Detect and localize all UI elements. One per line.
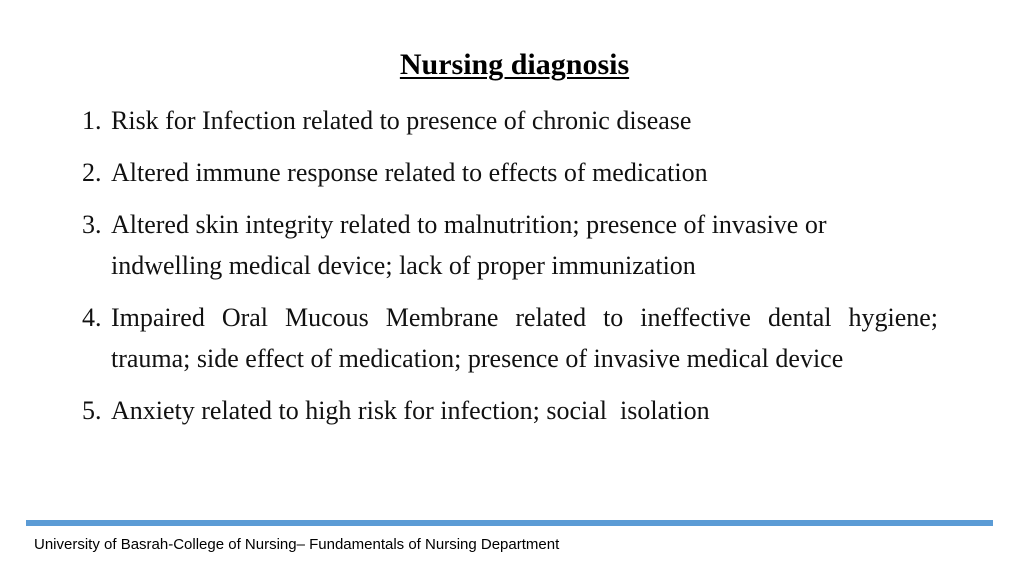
item-number: 3. [82,210,102,239]
list-item [82,152,938,193]
item-text: Altered skin integrity related to malnutrition; presence of invasive or indwelling medical device; lack of proper immunization [111,210,827,280]
item-number: 4. [82,303,102,332]
item-number: 1. [82,106,102,135]
title-text: Nursing diagnosis [399,48,630,81]
item-number: 5. [82,396,102,425]
list-item [82,100,938,141]
list-item [82,297,938,379]
footer-text: University of Basrah-College of Nursing– Fundamentals of Nursing Department [34,536,560,553]
item-text: Anxiety related to high risk for infection; social isolation [111,396,710,425]
list-item [82,390,938,431]
item-text: Risk for Infection related to presence of chronic disease [111,106,692,135]
item-text: Impaired Oral Mucous Membrane related to ineffective dental hygiene; trauma; side effect of medication; presence of invasive medical device [111,303,938,373]
item-text: Altered immune response related to effects of medication [111,158,708,187]
diagnosis-list [82,100,938,442]
slide-title [0,47,1024,83]
footer-divider [26,520,993,526]
list-item [82,204,938,286]
item-number: 2. [82,158,102,187]
